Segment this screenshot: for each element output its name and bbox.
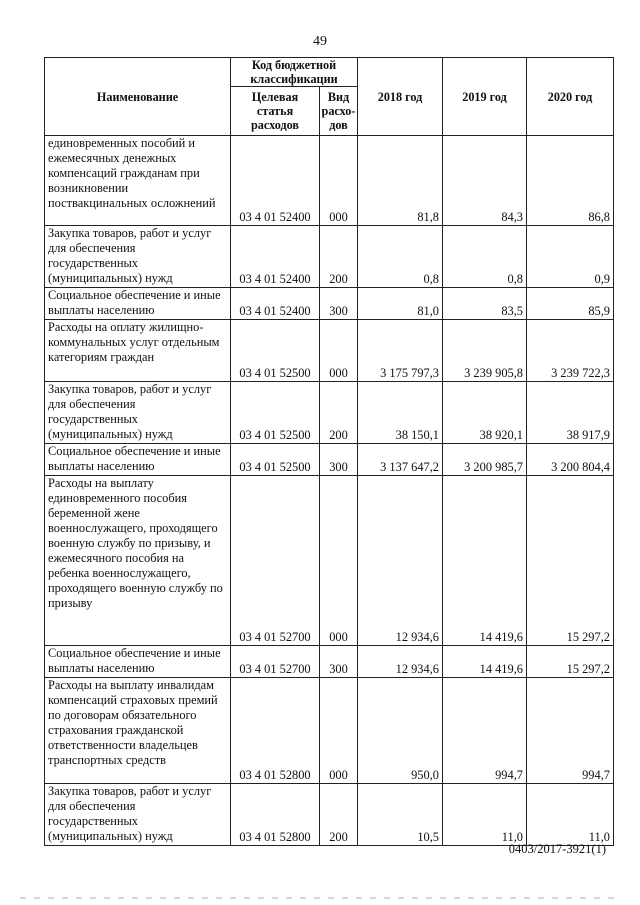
row-2019-value-cell: 38 920,1 [443, 382, 527, 444]
row-target-code-cell: 03 4 01 52800 [231, 784, 320, 846]
table-row [45, 320, 614, 382]
row-target-code-cell: 03 4 01 52400 [231, 226, 320, 288]
row-target-code-cell: 03 4 01 52500 [231, 382, 320, 444]
row-2020-value-cell: 15 297,2 [527, 476, 614, 646]
page-number: 49 [313, 34, 327, 49]
row-2019-value-cell: 0,8 [443, 226, 527, 288]
row-2020-value-cell: 15 297,2 [527, 646, 614, 678]
row-2020-value-cell: 3 239 722,3 [527, 320, 614, 382]
row-2019-value-cell: 84,3 [443, 136, 527, 226]
table-row [45, 646, 614, 678]
row-name-cell: Социальное обеспечение и иные выплаты населению [45, 444, 231, 476]
row-target-code-cell: 03 4 01 52400 [231, 288, 320, 320]
row-2018-value-cell: 3 137 647,2 [358, 444, 443, 476]
row-2018-value-cell: 38 150,1 [358, 382, 443, 444]
header-name: Наименование [45, 58, 231, 136]
row-2019-value-cell: 14 419,6 [443, 646, 527, 678]
document-code: 0403/2017-3921(1) [508, 842, 606, 856]
row-2019-value-cell: 14 419,6 [443, 476, 527, 646]
header-2020: 2020 год [527, 58, 614, 136]
row-2020-value-cell: 994,7 [527, 678, 614, 784]
row-2019-value-cell: 83,5 [443, 288, 527, 320]
row-name-cell: Расходы на выплату единовременного пособия беременной жене военнослужащего, проходящего военную службу по призыву, и ежемесячного пособия на ребенка военнослужащего, проходящего военную службу по призыву [45, 476, 231, 646]
row-name-cell: единовременных пособий и ежемесячных денежных компенсаций гражданам при возникновении поствакцинальных осложнений [45, 136, 231, 226]
row-2020-value-cell: 85,9 [527, 288, 614, 320]
row-kind-code-cell: 000 [320, 678, 358, 784]
table-row [45, 678, 614, 784]
header-2018: 2018 год [358, 58, 443, 136]
row-2019-value-cell: 3 239 905,8 [443, 320, 527, 382]
scan-artifact-line [20, 897, 620, 899]
row-2018-value-cell: 10,5 [358, 784, 443, 846]
row-name-cell: Закупка товаров, работ и услуг для обеспечения государственных (муниципальных) нужд [45, 226, 231, 288]
row-kind-code-cell: 200 [320, 226, 358, 288]
row-2018-value-cell: 81,8 [358, 136, 443, 226]
header-2019: 2019 год [443, 58, 527, 136]
row-2020-value-cell: 86,8 [527, 136, 614, 226]
row-target-code-cell: 03 4 01 52500 [231, 444, 320, 476]
row-kind-code-cell: 300 [320, 646, 358, 678]
row-target-code-cell: 03 4 01 52700 [231, 476, 320, 646]
row-2020-value-cell: 11,0 [527, 784, 614, 846]
table-body [45, 136, 614, 846]
row-name-cell: Социальное обеспечение и иные выплаты населению [45, 646, 231, 678]
row-kind-code-cell: 300 [320, 288, 358, 320]
row-name-cell: Закупка товаров, работ и услуг для обеспечения государственных (муниципальных) нужд [45, 382, 231, 444]
row-kind-code-cell: 000 [320, 320, 358, 382]
row-2020-value-cell: 3 200 804,4 [527, 444, 614, 476]
row-target-code-cell: 03 4 01 52400 [231, 136, 320, 226]
row-2018-value-cell: 3 175 797,3 [358, 320, 443, 382]
row-name-cell: Закупка товаров, работ и услуг для обеспечения государственных (муниципальных) нужд [45, 784, 231, 846]
row-kind-code-cell: 000 [320, 136, 358, 226]
budget-table [44, 57, 614, 846]
row-kind-code-cell: 200 [320, 382, 358, 444]
row-kind-code-cell: 200 [320, 784, 358, 846]
row-2020-value-cell: 0,9 [527, 226, 614, 288]
table-row [45, 444, 614, 476]
row-name-cell: Расходы на оплату жилищно-коммунальных услуг отдельным категориям граждан [45, 320, 231, 382]
row-kind-code-cell: 300 [320, 444, 358, 476]
row-2018-value-cell: 12 934,6 [358, 476, 443, 646]
table-row [45, 136, 614, 226]
row-2018-value-cell: 0,8 [358, 226, 443, 288]
row-2020-value-cell: 38 917,9 [527, 382, 614, 444]
table-row [45, 226, 614, 288]
table-row [45, 476, 614, 646]
table-header [45, 58, 614, 136]
row-target-code-cell: 03 4 01 52700 [231, 646, 320, 678]
table-row [45, 784, 614, 846]
row-2018-value-cell: 950,0 [358, 678, 443, 784]
row-2019-value-cell: 3 200 985,7 [443, 444, 527, 476]
row-kind-code-cell: 000 [320, 476, 358, 646]
row-target-code-cell: 03 4 01 52500 [231, 320, 320, 382]
row-2019-value-cell: 11,0 [443, 784, 527, 846]
header-target: Целевая статья расходов [231, 87, 320, 136]
row-2018-value-cell: 12 934,6 [358, 646, 443, 678]
table-row [45, 382, 614, 444]
row-2019-value-cell: 994,7 [443, 678, 527, 784]
row-target-code-cell: 03 4 01 52800 [231, 678, 320, 784]
row-name-cell: Социальное обеспечение и иные выплаты населению [45, 288, 231, 320]
header-kind: Вид расхо-дов [320, 87, 358, 136]
row-name-cell: Расходы на выплату инвалидам компенсаций страховых премий по договорам обязательного страхования гражданской ответственности владельцев транспортных средств [45, 678, 231, 784]
header-code-group: Код бюджетной классификации [231, 58, 358, 87]
row-2018-value-cell: 81,0 [358, 288, 443, 320]
table-row [45, 288, 614, 320]
